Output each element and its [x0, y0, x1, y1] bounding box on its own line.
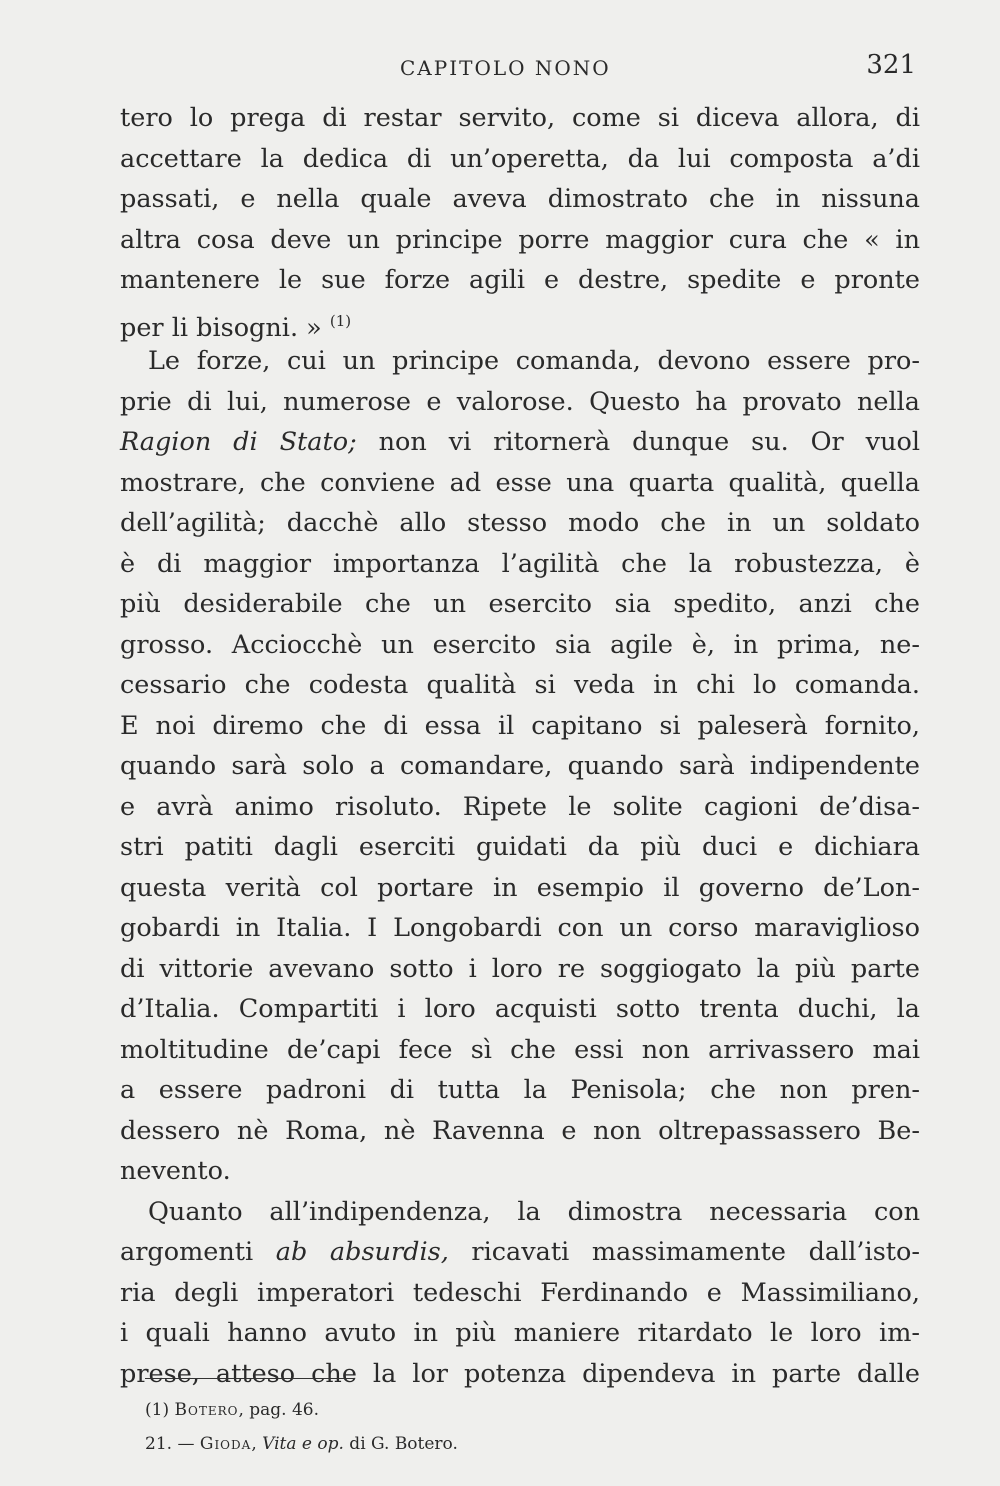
- text-line: mantenere le sue forze agili e destre, spedite e pronte: [120, 265, 920, 295]
- signature-author: Gioda: [199, 1434, 252, 1454]
- text-line: [120, 301, 920, 342]
- text-line: prese, atteso che la lor potenza dipendeva in parte dalle: [120, 1358, 920, 1389]
- footnote-marker: (1): [145, 1400, 170, 1420]
- text-line: prie di lui, numerose e valorose. Questo ha provato nella: [120, 386, 920, 417]
- footnote-rule: [145, 1378, 355, 1379]
- footnote-1: [145, 1393, 458, 1427]
- paragraph-first-line: Quanto all’indipendenza, la dimostra necessaria con: [148, 1196, 920, 1227]
- italic-phrase: ab absurdis,: [275, 1237, 449, 1267]
- text-line: ria degli imperatori tedeschi Ferdinando e Massimiliano,: [120, 1277, 920, 1308]
- text-line: mostrare, che conviene ad esse una quarta qualità, quella: [120, 467, 920, 498]
- footnote-ref: (1): [329, 311, 352, 330]
- text-line: e avrà animo risoluto. Ripete le solite cagioni de’disa-: [120, 791, 920, 822]
- signature-title: Vita e op.: [262, 1434, 344, 1454]
- italic-title: Ragion di Stato;: [120, 427, 357, 457]
- page-number: 321: [866, 50, 916, 80]
- chapter-title: CAPITOLO NONO: [400, 56, 611, 80]
- text-line: nevento.: [120, 1156, 231, 1186]
- text-line: dell’agilità; dacchè allo stesso modo che in un soldato: [120, 508, 920, 538]
- text-line: quando sarà solo a comandare, quando sarà indipendente: [120, 751, 920, 781]
- line-text: non vi ritornerà dunque su. Or vuol: [356, 427, 920, 457]
- text-line: cessario che codesta qualità si veda in chi lo comanda.: [120, 670, 920, 700]
- footnotes: [145, 1393, 458, 1461]
- line-text: ricavati massimamente dall’isto-: [448, 1237, 920, 1267]
- text-line: più desiderabile che un esercito sia spedito, anzi che: [120, 589, 920, 619]
- text-line: E noi diremo che di essa il capitano si paleserà fornito,: [120, 710, 920, 741]
- text-line: accettare la dedica di un’operetta, da lui composta a’di: [120, 143, 920, 174]
- text-line: d’Italia. Compartiti i loro acquisti sotto trenta duchi, la: [120, 994, 920, 1024]
- footnote-ref-text: , pag. 46.: [238, 1400, 320, 1420]
- text-line: è di maggior importanza l’agilità che la robustezza, è: [120, 548, 920, 579]
- line-text: per li bisogni. »: [120, 312, 322, 343]
- text-line: dessero nè Roma, nè Ravenna e non oltrepassassero Be-: [120, 1115, 920, 1146]
- text-line: passati, e nella quale aveva dimostrato che in nissuna: [120, 184, 920, 214]
- line-text: argomenti: [120, 1237, 276, 1267]
- signature-number: 21. —: [145, 1434, 195, 1454]
- text-line: moltitudine de’capi fece sì che essi non arrivassero mai: [120, 1034, 920, 1065]
- text-line: altra cosa deve un principe porre maggior cura che « in: [120, 224, 920, 255]
- text-line: grosso. Acciocchè un esercito sia agile è, in prima, ne-: [120, 629, 920, 660]
- text-line: a essere padroni di tutta la Penisola; che non pren-: [120, 1075, 920, 1105]
- text-line: i quali hanno avuto in più maniere ritardato le loro im-: [120, 1318, 920, 1348]
- footnote-author: Botero: [174, 1400, 239, 1420]
- signature-rest: di G. Botero.: [343, 1434, 458, 1454]
- text-line: questa verità col portare in esempio il governo de’Lon-: [120, 872, 920, 903]
- signature-line: 21. — Gioda, Vita e op. di G. Botero.: [145, 1434, 458, 1454]
- paragraph-first-line: Le forze, cui un principe comanda, devono essere pro-: [148, 346, 920, 376]
- running-head: [120, 50, 920, 86]
- text-line: [120, 1232, 920, 1273]
- text-line: di vittorie avevano sotto i loro re soggiogato la più parte: [120, 953, 920, 984]
- text-line: [120, 422, 920, 463]
- text-line: gobardi in Italia. I Longobardi con un corso maraviglioso: [120, 913, 920, 943]
- body-text: [120, 98, 920, 1394]
- text-line: tero lo prega di restar servito, come si diceva allora, di: [120, 103, 920, 133]
- text-line: stri patiti dagli eserciti guidati da più duci e dichiara: [120, 832, 920, 862]
